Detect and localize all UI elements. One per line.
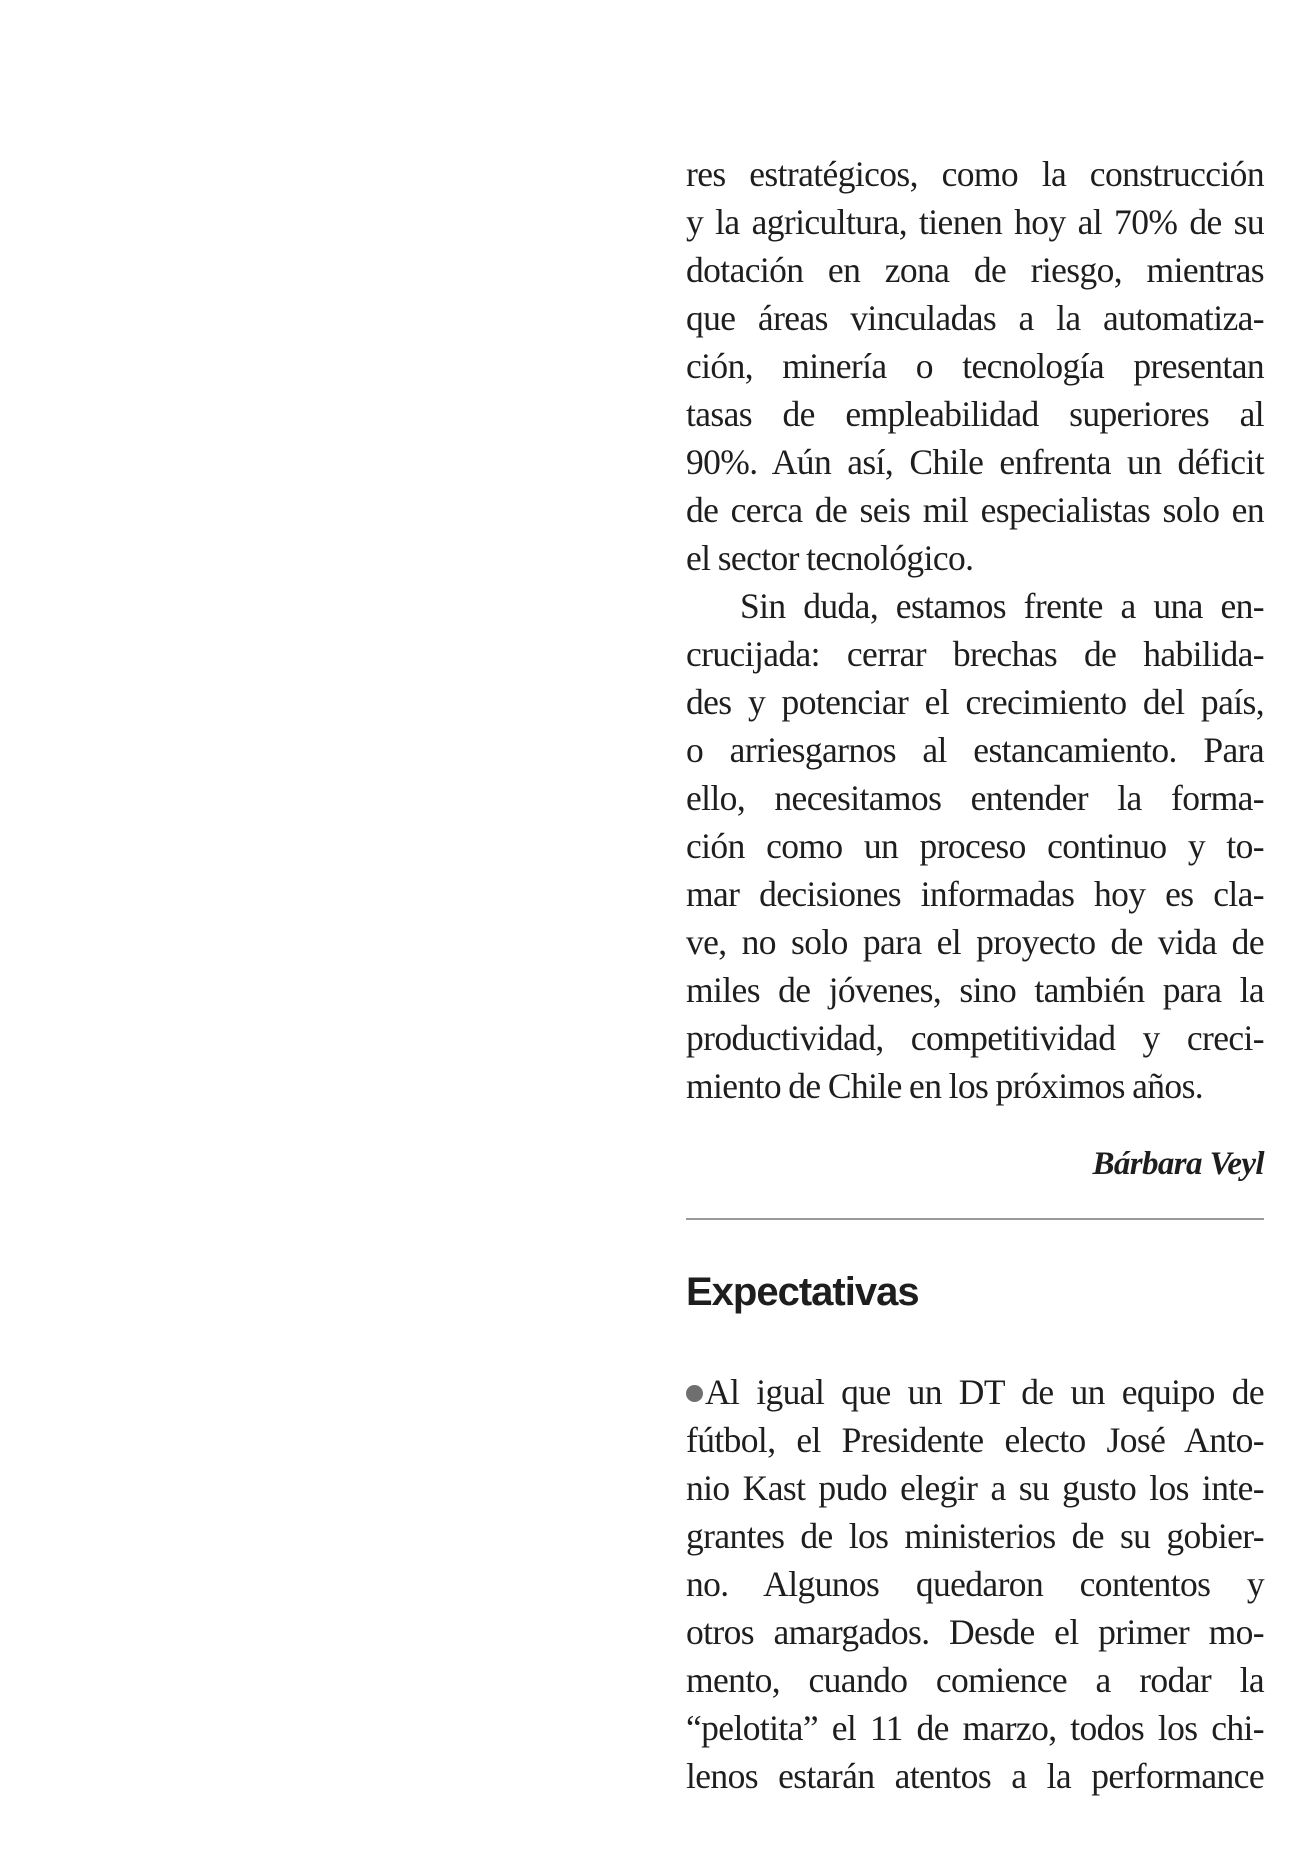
article-column bbox=[686, 150, 1264, 1800]
text-line: lenos estarán atentos a la performance bbox=[686, 1756, 1264, 1796]
text-line: fútbol, el Presidente electo José Anto- bbox=[686, 1420, 1264, 1460]
text-line: crucijada: cerrar brechas de habilida- bbox=[686, 634, 1264, 674]
article-paragraph-1 bbox=[686, 150, 1264, 582]
text-line: de cerca de seis mil especialistas solo en bbox=[686, 490, 1264, 530]
text-line: mar decisiones informadas hoy es cla- bbox=[686, 874, 1264, 914]
text-line: 90%. Aún así, Chile enfrenta un déficit bbox=[686, 442, 1264, 482]
text-line: res estratégicos, como la construcción bbox=[686, 154, 1264, 194]
text-line: miles de jóvenes, sino también para la bbox=[686, 970, 1264, 1010]
text-line: des y potenciar el crecimiento del país, bbox=[686, 682, 1264, 722]
article-paragraph-2 bbox=[686, 582, 1264, 1110]
text-line: “pelotita” el 11 de marzo, todos los chi- bbox=[686, 1708, 1264, 1748]
text-line bbox=[686, 1368, 1264, 1416]
text-line: ción, minería o tecnología presentan bbox=[686, 346, 1264, 386]
text-line: ve, no solo para el proyecto de vida de bbox=[686, 922, 1264, 962]
text-line: dotación en zona de riesgo, mientras bbox=[686, 250, 1264, 290]
text-line: ello, necesitamos entender la forma- bbox=[686, 778, 1264, 818]
text-line: Sin duda, estamos frente a una en- bbox=[740, 586, 1264, 626]
section-paragraph bbox=[686, 1368, 1264, 1800]
text-line: nio Kast pudo elegir a su gusto los inte- bbox=[686, 1468, 1264, 1508]
text-line: productividad, competitividad y creci- bbox=[686, 1018, 1264, 1058]
text-line: grantes de los ministerios de su gobier- bbox=[686, 1516, 1264, 1556]
text-line: miento de Chile en los próximos años. bbox=[686, 1066, 1204, 1106]
section-first-line: Al igual que un DT de un equipo de bbox=[705, 1372, 1264, 1412]
text-line: otros amargados. Desde el primer mo- bbox=[686, 1612, 1264, 1652]
text-line: ción como un proceso continuo y to- bbox=[686, 826, 1264, 866]
text-line: que áreas vinculadas a la automatiza- bbox=[686, 298, 1264, 338]
author-signature: Bárbara Veyl bbox=[1092, 1146, 1264, 1182]
section-divider bbox=[686, 1218, 1264, 1220]
text-line: tasas de empleabilidad superiores al bbox=[686, 394, 1264, 434]
section-title: Expectativas bbox=[686, 1270, 919, 1314]
text-line: no. Algunos quedaron contentos y bbox=[686, 1564, 1264, 1604]
text-line: mento, cuando comience a rodar la bbox=[686, 1660, 1264, 1700]
text-line: y la agricultura, tienen hoy al 70% de su bbox=[686, 202, 1264, 242]
text-line: el sector tecnológico. bbox=[686, 538, 974, 578]
bullet-icon bbox=[686, 1385, 703, 1402]
text-line: o arriesgarnos al estancamiento. Para bbox=[686, 730, 1264, 770]
